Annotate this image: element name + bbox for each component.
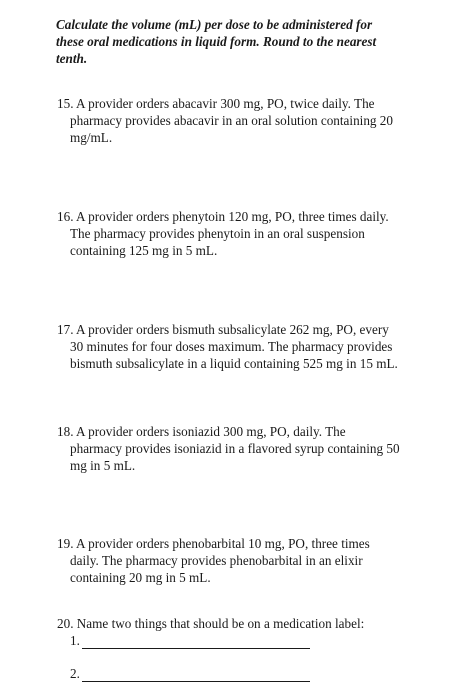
question-line: 30 minutes for four doses maximum. The pharmacy provides xyxy=(70,339,393,354)
question-line: mg in 5 mL. xyxy=(70,458,136,473)
instructions-line: these oral medications in liquid form. Round to the nearest xyxy=(56,34,377,49)
instructions-heading xyxy=(56,16,416,67)
question-line: daily. The pharmacy provides phenobarbital in an elixir xyxy=(70,553,363,568)
question-line: mg/mL. xyxy=(70,130,113,145)
question-18 xyxy=(57,423,427,474)
answer-blank[interactable] xyxy=(82,669,310,682)
question-line: 18. A provider orders isoniazid 300 mg, PO, daily. The xyxy=(57,424,346,439)
instructions-line: Calculate the volume (mL) per dose to be administered for xyxy=(56,17,373,32)
question-line: pharmacy provides abacavir in an oral solution containing 20 xyxy=(70,113,393,128)
answer-line-1[interactable] xyxy=(70,632,310,649)
question-line: The pharmacy provides phenytoin in an oral suspension xyxy=(70,226,365,241)
question-17 xyxy=(57,321,427,372)
question-line: 19. A provider orders phenobarbital 10 mg, PO, three times xyxy=(57,536,370,551)
answer-line-2[interactable] xyxy=(70,665,310,682)
answer-number: 1. xyxy=(70,633,80,648)
question-line: 15. A provider orders abacavir 300 mg, PO, twice daily. The xyxy=(57,96,375,111)
question-20 xyxy=(57,615,427,632)
question-16 xyxy=(57,208,427,259)
instructions-line: tenth. xyxy=(56,51,88,66)
question-line: 16. A provider orders phenytoin 120 mg, PO, three times daily. xyxy=(57,209,389,224)
question-line: 17. A provider orders bismuth subsalicylate 262 mg, PO, every xyxy=(57,322,389,337)
question-line: 20. Name two things that should be on a medication label: xyxy=(57,616,365,631)
question-15 xyxy=(57,95,427,146)
answer-blank[interactable] xyxy=(82,636,310,649)
question-19 xyxy=(57,535,427,586)
question-line: bismuth subsalicylate in a liquid containing 525 mg in 15 mL. xyxy=(70,356,398,371)
question-line: containing 125 mg in 5 mL. xyxy=(70,243,218,258)
question-line: containing 20 mg in 5 mL. xyxy=(70,570,211,585)
question-line: pharmacy provides isoniazid in a flavored syrup containing 50 xyxy=(70,441,400,456)
answer-number: 2. xyxy=(70,666,80,681)
